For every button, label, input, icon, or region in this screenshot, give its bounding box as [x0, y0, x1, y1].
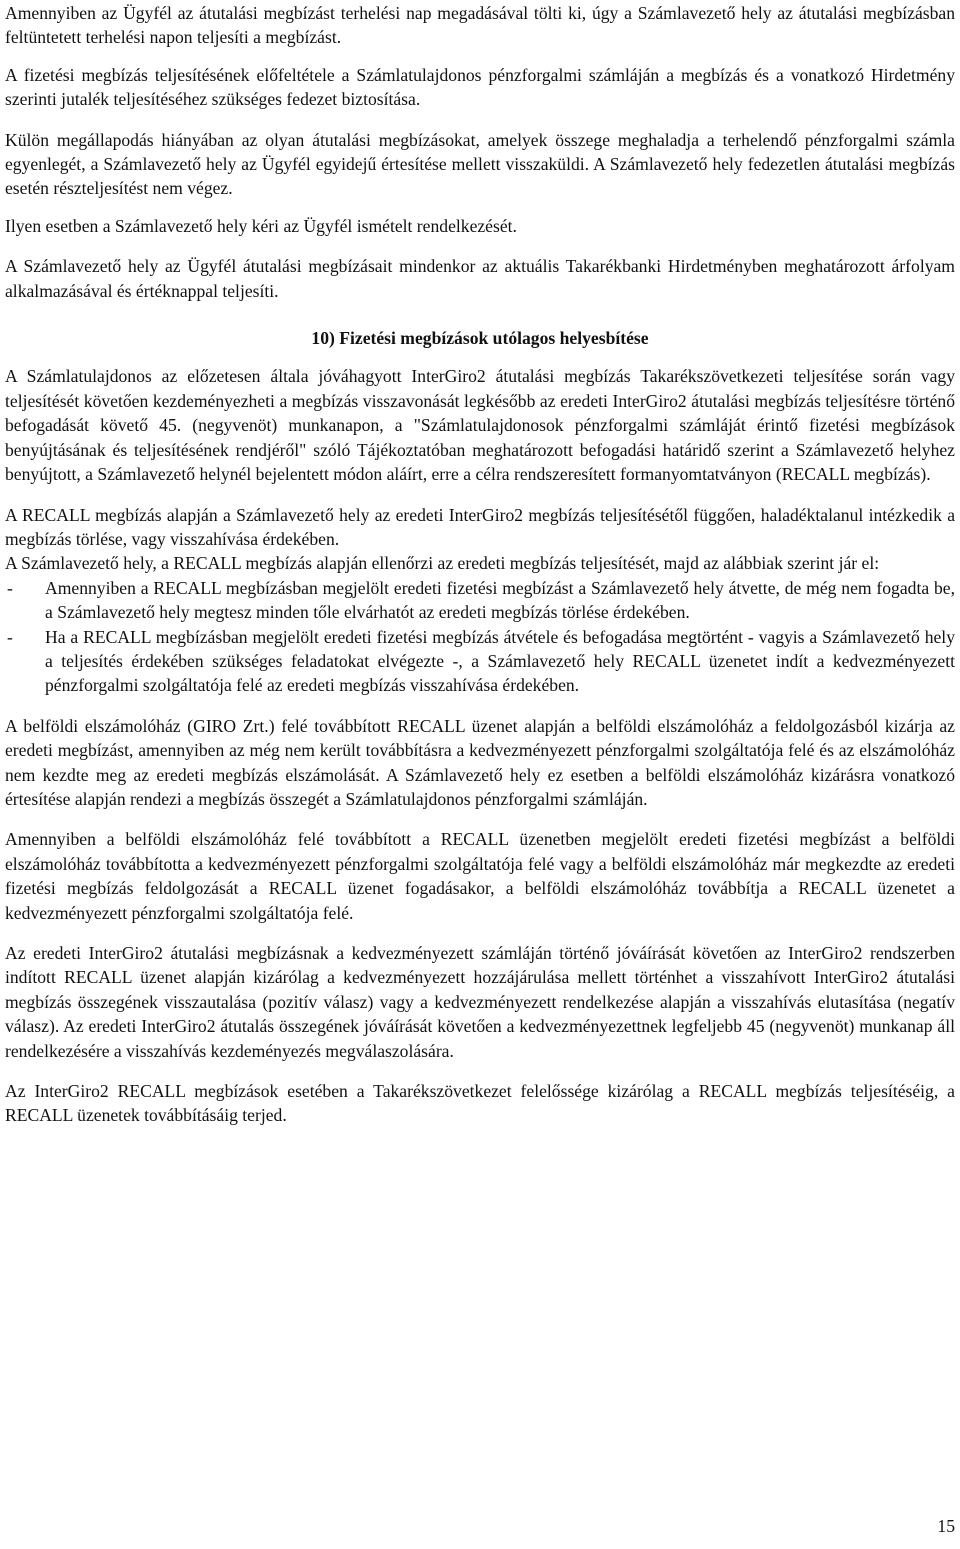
paragraph: Az InterGiro2 RECALL megbízások esetében a Takarékszövetkezet felelőssége kizárólag a RECALL megbízás teljesítéséig, a RECALL üzenetek továbbításáig terjed. [5, 1081, 955, 1126]
page-number: 15 [937, 1516, 955, 1536]
paragraph: Külön megállapodás hiányában az olyan átutalási megbízásokat, amelyek összege meghaladja a terhelendő pénzforgalmi számla egyenlegét, a Számlavezető hely az Ügyfél egyidejű értesítése mellett visszaküldi. A Számlavezető hely fedezetlen átutalási megbízás esetén részteljesítést nem végez. [5, 129, 955, 199]
paragraph: A Számlatulajdonos az előzetesen általa jóváhagyott InterGiro2 átutalási megbízás Takarékszövetkezeti teljesítése során vagy teljesítését követően kezdeményezheti a megbízás visszavonását legkésőbb az eredeti InterGiro2 átutalási megbízás teljesítésre történő befogadását követő 45. (negyvenöt) munkanapon, a "Számlatulajdonosok pénzforgalmi számláját érintő fizetési megbízások benyújtásának és teljesítésének rendjéről" szóló Tájékoztatóban meghatározott befogadási határidő szerint a Számlavezető helyhez benyújtott, a Számlavezető helynél bejelentett módon aláírt, erre a célra rendszeresített formanyomtatványon (RECALL megbízás). [5, 366, 955, 485]
paragraph: Amennyiben a belföldi elszámolóház felé továbbított a RECALL üzenetben megjelölt eredeti fizetési megbízást a belföldi elszámolóház továbbította a kedvezményezett pénzforgalmi szolgáltatója felé vagy a belföldi elszámolóház már megkezdte az eredeti fizetési megbízás feldolgozását a RECALL üzenet fogadásakor, a belföldi elszámolóház továbbítja a RECALL üzenetet a kedvezményezett pénzforgalmi szolgáltatója felé. [5, 829, 955, 923]
list-bullet-dash: - [7, 577, 13, 598]
paragraph: A belföldi elszámolóház (GIRO Zrt.) felé továbbított RECALL üzenet alapján a belföldi elszámolóház a feldolgozásból kizárja az eredeti megbízást, amennyiben az még nem került továbbításra a kedvezményezett pénzforgalmi szolgáltatója felé és az elszámolóház nem kezdte meg az eredeti megbízás elszámolását. A Számlavezető hely ez esetben a belföldi elszámolóház kizárásra vonatkozó értesítése alapján rendezi a megbízás összegét a Számlatulajdonos pénzforgalmi számláján. [5, 715, 955, 809]
paragraph: Ilyen esetben a Számlavezető hely kéri az Ügyfél ismételt rendelkezését. [5, 215, 517, 236]
list-bullet-dash: - [7, 626, 13, 647]
section-heading: 10) Fizetési megbízások utólagos helyesbítése [311, 328, 649, 349]
list-item [5, 625, 955, 698]
paragraph: A Számlavezető hely az Ügyfél átutalási megbízásait mindenkor az aktuális Takarékbanki Hirdetményben meghatározott árfolyam alkalmazásával és értéknappal teljesíti. [5, 256, 955, 301]
list-item-text: Amennyiben a RECALL megbízásban megjelölt eredeti fizetési megbízást a Számlavezető hely átvette, de még nem fogadta be, a Számlavezető hely megtesz minden tőle elvárhatót az eredeti megbízás törlése érdekében. [45, 577, 955, 623]
document-page [5, 1, 955, 1128]
paragraph: Az eredeti InterGiro2 átutalási megbízásnak a kedvezményezett számláján történő jóváírását követően az InterGiro2 rendszerben indított RECALL üzenet alapján kizárólag a kedvezményezett hozzájárulása mellett történhet a visszahívott InterGiro2 átutalási megbízás összegének visszautalása (pozitív válasz) vagy a kedvezményezett rendelkezése alapján a visszahívás elutasítása (negatív válasz). Az eredeti InterGiro2 átutalás összegének jóváírását követően a kedvezményezettnek legfeljebb 45 (negyvenöt) munkanap áll rendelkezésére a visszahívás kezdeményezés megválaszolására. [5, 943, 955, 1061]
paragraph: Amennyiben az Ügyfél az átutalási megbízást terhelési nap megadásával tölti ki, úgy a Számlavezető hely az átutalási megbízásban feltüntetett terhelési napon teljesíti a megbízást. [5, 3, 955, 48]
list-item-text: Ha a RECALL megbízásban megjelölt eredeti fizetési megbízás átvétele és befogadása megtörtént - vagyis a Számlavezető hely a teljesítés érdekében szükséges feladatokat elvégezte -, a Számlavezető hely RECALL üzenetet indít a kedvezményezett pénzforgalmi szolgáltatója felé az eredeti megbízás visszahívása érdekében. [45, 626, 955, 696]
list-item [5, 576, 955, 625]
paragraph: A fizetési megbízás teljesítésének előfeltétele a Számlatulajdonos pénzforgalmi számláján a megbízás és a vonatkozó Hirdetmény szerinti jutalék teljesítéséhez szükséges fedezet biztosítása. [5, 64, 955, 110]
paragraph: A Számlavezető hely, a RECALL megbízás alapján ellenőrzi az eredeti megbízás teljesítését, majd az alábbiak szerint jár el: [5, 553, 880, 574]
dash-list [5, 576, 955, 698]
paragraph: A RECALL megbízás alapján a Számlavezető hely az eredeti InterGiro2 megbízás teljesítésétől függően, haladéktalanul intézkedik a megbízás törlése, vagy visszahívása érdekében. [5, 504, 955, 549]
